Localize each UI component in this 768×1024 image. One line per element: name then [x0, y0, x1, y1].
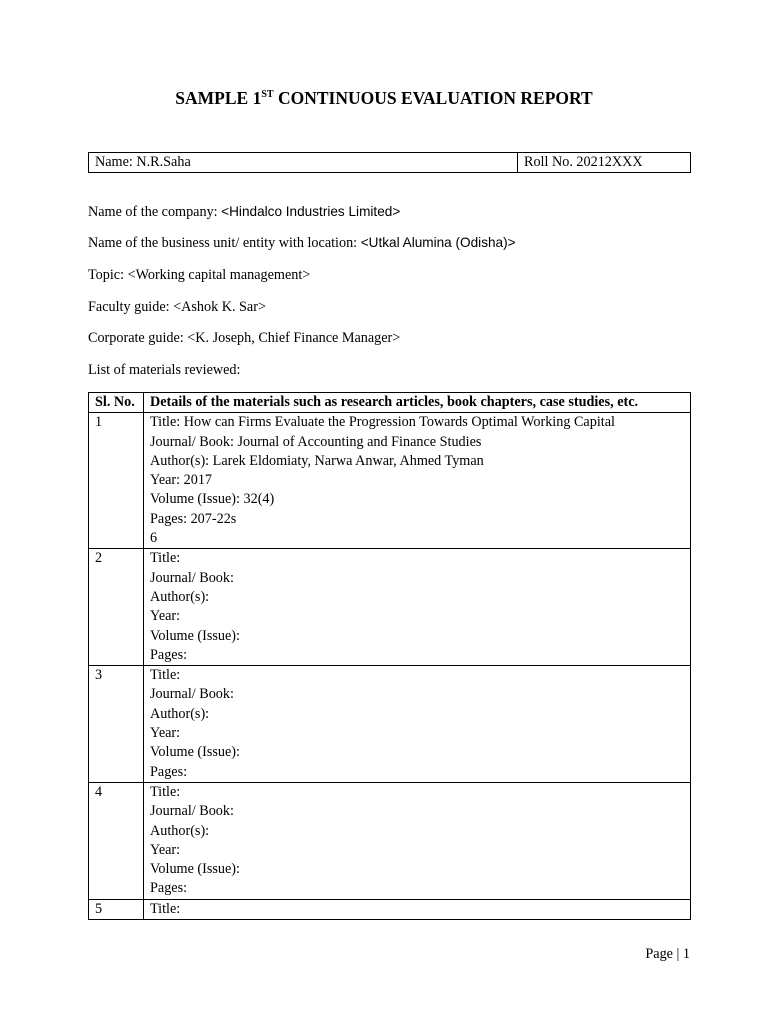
company-label: Name of the company:	[88, 204, 222, 220]
detail-line: Pages:	[150, 763, 188, 780]
detail-line: Author(s): Larek Eldomiaty, Narwa Anwar, Ahmed Tyman	[150, 452, 484, 469]
table-row	[89, 899, 691, 919]
detail-line: Pages:	[150, 880, 188, 897]
table-header-row	[89, 393, 691, 413]
faculty-guide-field: Faculty guide: <Ashok K. Sar>	[88, 299, 266, 315]
report-title	[0, 88, 768, 109]
materials-heading: List of materials reviewed:	[88, 362, 241, 378]
row-serial-number: 5	[89, 899, 144, 919]
detail-line: Author(s):	[150, 705, 210, 722]
detail-line: Year: 2017	[150, 472, 213, 489]
row-details	[144, 413, 691, 549]
detail-line: Journal/ Book: Journal of Accounting and Finance Studies	[150, 433, 482, 450]
detail-line: Title:	[150, 667, 181, 684]
business-unit-value: <Utkal Alumina (Odisha)>	[360, 235, 516, 250]
student-info-table	[88, 152, 691, 173]
detail-line: Year:	[150, 841, 181, 858]
title-prefix: SAMPLE 1	[175, 88, 262, 108]
detail-line: Title: How can Firms Evaluate the Progression Towards Optimal Working Capital	[150, 414, 615, 431]
detail-line: Volume (Issue):	[150, 861, 240, 878]
topic-field: Topic: <Working capital management>	[88, 267, 311, 283]
detail-line: Title:	[150, 900, 181, 917]
row-details	[144, 666, 691, 783]
detail-line: Author(s):	[150, 822, 210, 839]
detail-line: Title:	[150, 550, 181, 567]
corporate-guide-field: Corporate guide: <K. Joseph, Chief Finance Manager>	[88, 330, 401, 346]
page-number: Page | 1	[645, 946, 690, 962]
row-serial-number: 2	[89, 549, 144, 666]
detail-line: Pages:	[150, 646, 188, 663]
table-row	[89, 549, 691, 666]
detail-line: Pages: 207-22s	[150, 510, 237, 527]
detail-line: Volume (Issue): 32(4)	[150, 491, 275, 508]
title-rest: CONTINUOUS EVALUATION REPORT	[273, 88, 593, 108]
business-unit-label: Name of the business unit/ entity with location:	[88, 235, 361, 251]
detail-line: Year:	[150, 608, 181, 625]
title-superscript: ST	[261, 89, 274, 100]
row-serial-number: 1	[89, 413, 144, 549]
detail-line: Volume (Issue):	[150, 627, 240, 644]
detail-line: Volume (Issue):	[150, 744, 240, 761]
row-details	[144, 549, 691, 666]
roll-number: Roll No. 20212XXX	[524, 154, 643, 170]
detail-line: 6	[150, 530, 158, 547]
detail-line: Year:	[150, 725, 181, 742]
table-row	[89, 782, 691, 899]
detail-line: Title:	[150, 783, 181, 800]
detail-line: Journal/ Book:	[150, 569, 234, 586]
header-sl-no: Sl. No.	[89, 393, 144, 413]
table-row	[89, 413, 691, 549]
business-unit-field	[88, 235, 516, 252]
row-details	[144, 899, 691, 919]
materials-table-body	[89, 413, 691, 920]
materials-table	[88, 392, 691, 920]
header-details: Details of the materials such as research articles, book chapters, case studies, etc.	[144, 393, 691, 413]
company-value: <Hindalco Industries Limited>	[221, 204, 401, 219]
student-name: Name: N.R.Saha	[89, 153, 518, 172]
detail-line: Journal/ Book:	[150, 803, 234, 820]
row-serial-number: 3	[89, 666, 144, 783]
company-field	[88, 204, 400, 221]
detail-line: Author(s):	[150, 588, 210, 605]
detail-line: Journal/ Book:	[150, 686, 234, 703]
row-serial-number: 4	[89, 782, 144, 899]
row-details	[144, 782, 691, 899]
table-row	[89, 666, 691, 783]
